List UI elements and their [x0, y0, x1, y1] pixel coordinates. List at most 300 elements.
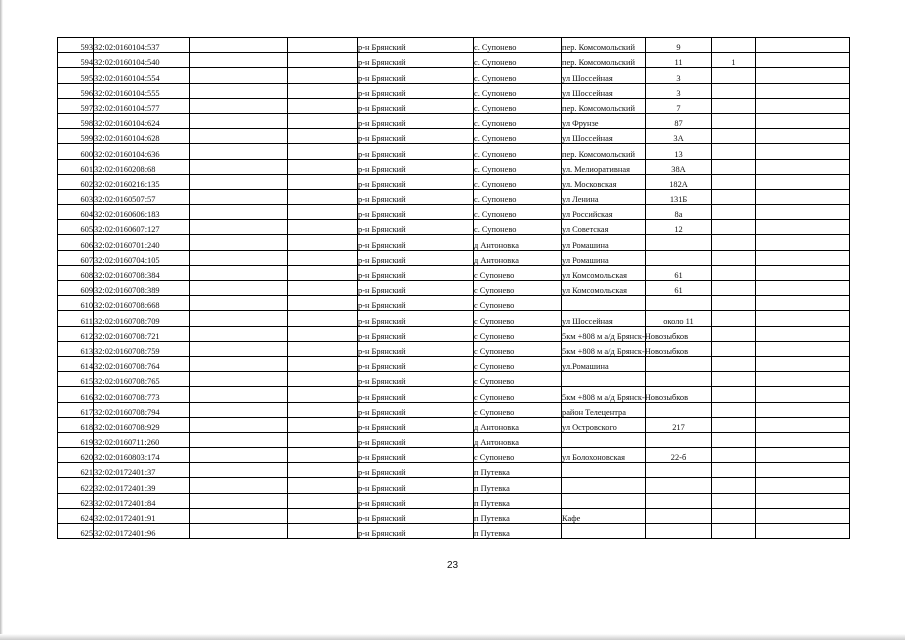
house-cell: 131Б [646, 189, 712, 204]
empty-cell [288, 417, 358, 432]
house-cell [646, 372, 712, 387]
district-cell: р-н Брянский [358, 356, 474, 371]
empty-cell [756, 493, 850, 508]
cadastral-number-cell: 32:02:0160803:174 [94, 448, 190, 463]
table-row [58, 387, 850, 402]
house-cell [646, 524, 712, 539]
row-number-cell: 620 [58, 448, 94, 463]
table-row [58, 83, 850, 98]
empty-cell [288, 524, 358, 539]
house-cell [646, 356, 712, 371]
street-cell [562, 463, 646, 478]
locality-cell: с Супонево [474, 341, 562, 356]
empty-cell [190, 38, 288, 53]
empty-cell [288, 83, 358, 98]
street-cell: ул Фрунзе [562, 113, 646, 128]
row-number-cell: 601 [58, 159, 94, 174]
house-cell [646, 296, 712, 311]
empty-cell [190, 387, 288, 402]
empty-cell [190, 83, 288, 98]
empty-cell [756, 174, 850, 189]
house-cell [646, 432, 712, 447]
row-number-cell: 603 [58, 189, 94, 204]
house-cell: 61 [646, 265, 712, 280]
row-number-cell: 598 [58, 113, 94, 128]
cadastral-number-cell: 32:02:0160701:240 [94, 235, 190, 250]
street-cell: 5км +808 м а/д Брянск-Новозыбков [562, 341, 646, 356]
empty-cell [288, 356, 358, 371]
row-number-cell: 597 [58, 98, 94, 113]
table-row [58, 38, 850, 53]
district-cell: р-н Брянский [358, 387, 474, 402]
empty-cell [288, 432, 358, 447]
cadastral-number-cell: 32:02:0160708:794 [94, 402, 190, 417]
street-cell: ул. Московская [562, 174, 646, 189]
row-number-cell: 606 [58, 235, 94, 250]
house-cell: 22-б [646, 448, 712, 463]
district-cell: р-н Брянский [358, 98, 474, 113]
row-number-cell: 602 [58, 174, 94, 189]
cadastral-number-cell: 32:02:0160104:628 [94, 129, 190, 144]
empty-cell [288, 189, 358, 204]
empty-cell [190, 144, 288, 159]
district-cell: р-н Брянский [358, 159, 474, 174]
cadastral-number-cell: 32:02:0160708:764 [94, 356, 190, 371]
empty-cell [190, 129, 288, 144]
street-cell: 5км +808 м а/д Брянск-Новозыбков [562, 326, 646, 341]
street-cell [562, 432, 646, 447]
flat-cell [712, 311, 756, 326]
locality-cell: с. Супонево [474, 174, 562, 189]
empty-cell [756, 205, 850, 220]
cadastral-number-cell: 32:02:0160708:384 [94, 265, 190, 280]
empty-cell [190, 265, 288, 280]
cadastral-number-cell: 32:02:0160708:765 [94, 372, 190, 387]
district-cell: р-н Брянский [358, 341, 474, 356]
table-row [58, 448, 850, 463]
street-cell [562, 493, 646, 508]
flat-cell [712, 144, 756, 159]
table-row [58, 159, 850, 174]
cadastral-number-cell: 32:02:0160104:540 [94, 53, 190, 68]
row-number-cell: 595 [58, 68, 94, 83]
empty-cell [756, 402, 850, 417]
flat-cell [712, 478, 756, 493]
locality-cell: с. Супонево [474, 83, 562, 98]
empty-cell [288, 159, 358, 174]
registry-body [58, 38, 850, 539]
empty-cell [190, 448, 288, 463]
street-cell: Кафе [562, 508, 646, 523]
locality-cell: с. Супонево [474, 53, 562, 68]
empty-cell [190, 341, 288, 356]
empty-cell [190, 432, 288, 447]
page-number: 23 [446, 560, 459, 571]
cadastral-number-cell: 32:02:0172401:84 [94, 493, 190, 508]
empty-cell [288, 250, 358, 265]
street-cell [562, 524, 646, 539]
table-row [58, 508, 850, 523]
locality-cell: с. Супонево [474, 68, 562, 83]
empty-cell [288, 311, 358, 326]
flat-cell [712, 402, 756, 417]
district-cell: р-н Брянский [358, 463, 474, 478]
table-row [58, 250, 850, 265]
table-row [58, 98, 850, 113]
district-cell: р-н Брянский [358, 265, 474, 280]
empty-cell [288, 387, 358, 402]
cadastral-number-cell: 32:02:0160708:759 [94, 341, 190, 356]
table-row [58, 417, 850, 432]
flat-cell [712, 432, 756, 447]
district-cell: р-н Брянский [358, 205, 474, 220]
flat-cell [712, 296, 756, 311]
locality-cell: с. Супонево [474, 144, 562, 159]
empty-cell [756, 265, 850, 280]
district-cell: р-н Брянский [358, 189, 474, 204]
empty-cell [190, 250, 288, 265]
empty-cell [288, 448, 358, 463]
empty-cell [190, 508, 288, 523]
row-number-cell: 617 [58, 402, 94, 417]
table-row [58, 53, 850, 68]
empty-cell [288, 265, 358, 280]
row-number-cell: 623 [58, 493, 94, 508]
district-cell: р-н Брянский [358, 38, 474, 53]
table-row [58, 341, 850, 356]
street-cell: ул Островского [562, 417, 646, 432]
street-cell: ул Шоссейная [562, 129, 646, 144]
empty-cell [288, 68, 358, 83]
table-row [58, 68, 850, 83]
empty-cell [756, 235, 850, 250]
cadastral-number-cell: 32:02:0160104:554 [94, 68, 190, 83]
empty-cell [190, 205, 288, 220]
empty-cell [756, 129, 850, 144]
flat-cell [712, 463, 756, 478]
empty-cell [288, 144, 358, 159]
row-number-cell: 622 [58, 478, 94, 493]
flat-cell [712, 265, 756, 280]
table-row [58, 311, 850, 326]
house-cell: 3 [646, 83, 712, 98]
empty-cell [190, 493, 288, 508]
empty-cell [190, 524, 288, 539]
house-cell: 13 [646, 144, 712, 159]
district-cell: р-н Брянский [358, 250, 474, 265]
flat-cell [712, 372, 756, 387]
empty-cell [288, 220, 358, 235]
flat-cell [712, 129, 756, 144]
flat-cell [712, 524, 756, 539]
house-cell: 182А [646, 174, 712, 189]
table-row [58, 265, 850, 280]
flat-cell [712, 220, 756, 235]
empty-cell [190, 402, 288, 417]
flat-cell [712, 341, 756, 356]
street-cell: 5км +808 м а/д Брянск-Новозыбков [562, 387, 646, 402]
house-cell [646, 250, 712, 265]
empty-cell [190, 159, 288, 174]
empty-cell [190, 326, 288, 341]
street-cell: ул Ромашина [562, 235, 646, 250]
district-cell: р-н Брянский [358, 129, 474, 144]
locality-cell: д Антоновка [474, 432, 562, 447]
row-number-cell: 624 [58, 508, 94, 523]
locality-cell: п Путевка [474, 463, 562, 478]
empty-cell [190, 281, 288, 296]
table-row [58, 235, 850, 250]
empty-cell [190, 463, 288, 478]
empty-cell [756, 53, 850, 68]
district-cell: р-н Брянский [358, 83, 474, 98]
empty-cell [288, 326, 358, 341]
house-cell [646, 493, 712, 508]
row-number-cell: 615 [58, 372, 94, 387]
empty-cell [288, 53, 358, 68]
street-cell: ул Шоссейная [562, 83, 646, 98]
table-row [58, 402, 850, 417]
cadastral-number-cell: 32:02:0160104:577 [94, 98, 190, 113]
empty-cell [756, 417, 850, 432]
locality-cell: с Супонево [474, 372, 562, 387]
empty-cell [756, 281, 850, 296]
empty-cell [288, 174, 358, 189]
street-cell: ул. Мелиоративная [562, 159, 646, 174]
street-cell [562, 372, 646, 387]
flat-cell [712, 508, 756, 523]
locality-cell: с. Супонево [474, 113, 562, 128]
registry-table [57, 37, 850, 539]
cadastral-number-cell: 32:02:0172401:96 [94, 524, 190, 539]
table-row [58, 372, 850, 387]
row-number-cell: 625 [58, 524, 94, 539]
empty-cell [756, 98, 850, 113]
flat-cell [712, 189, 756, 204]
locality-cell: с. Супонево [474, 205, 562, 220]
cadastral-number-cell: 32:02:0160607:127 [94, 220, 190, 235]
street-cell: ул Шоссейная [562, 311, 646, 326]
district-cell: р-н Брянский [358, 372, 474, 387]
district-cell: р-н Брянский [358, 235, 474, 250]
empty-cell [756, 356, 850, 371]
empty-cell [756, 432, 850, 447]
flat-cell: 1 [712, 53, 756, 68]
table-row [58, 478, 850, 493]
row-number-cell: 621 [58, 463, 94, 478]
flat-cell [712, 281, 756, 296]
empty-cell [190, 311, 288, 326]
house-cell: 8а [646, 205, 712, 220]
row-number-cell: 605 [58, 220, 94, 235]
cadastral-number-cell: 32:02:0172401:37 [94, 463, 190, 478]
empty-cell [756, 296, 850, 311]
locality-cell: п Путевка [474, 493, 562, 508]
row-number-cell: 609 [58, 281, 94, 296]
locality-cell: с Супонево [474, 296, 562, 311]
cadastral-number-cell: 32:02:0160708:773 [94, 387, 190, 402]
locality-cell: с. Супонево [474, 189, 562, 204]
street-cell: ул Ленина [562, 189, 646, 204]
cadastral-number-cell: 32:02:0160216:135 [94, 174, 190, 189]
house-cell: 12 [646, 220, 712, 235]
empty-cell [288, 372, 358, 387]
empty-cell [190, 478, 288, 493]
row-number-cell: 614 [58, 356, 94, 371]
row-number-cell: 613 [58, 341, 94, 356]
row-number-cell: 616 [58, 387, 94, 402]
flat-cell [712, 113, 756, 128]
street-cell: пер. Комсомольский [562, 53, 646, 68]
locality-cell: с Супонево [474, 448, 562, 463]
house-cell [646, 508, 712, 523]
locality-cell: с. Супонево [474, 159, 562, 174]
empty-cell [190, 417, 288, 432]
house-cell: 38А [646, 159, 712, 174]
table-row [58, 524, 850, 539]
empty-cell [190, 189, 288, 204]
empty-cell [288, 463, 358, 478]
empty-cell [756, 189, 850, 204]
locality-cell: с. Супонево [474, 220, 562, 235]
locality-cell: п Путевка [474, 508, 562, 523]
table-row [58, 220, 850, 235]
row-number-cell: 607 [58, 250, 94, 265]
cadastral-number-cell: 32:02:0160104:537 [94, 38, 190, 53]
cadastral-number-cell: 32:02:0172401:39 [94, 478, 190, 493]
empty-cell [756, 113, 850, 128]
street-cell: ул Советская [562, 220, 646, 235]
flat-cell [712, 326, 756, 341]
empty-cell [756, 83, 850, 98]
house-cell: 7 [646, 98, 712, 113]
locality-cell: с. Супонево [474, 129, 562, 144]
row-number-cell: 608 [58, 265, 94, 280]
house-cell: около 11 [646, 311, 712, 326]
house-cell: 3 [646, 68, 712, 83]
locality-cell: с. Супонево [474, 98, 562, 113]
empty-cell [756, 478, 850, 493]
flat-cell [712, 174, 756, 189]
table-row [58, 326, 850, 341]
empty-cell [756, 326, 850, 341]
locality-cell: п Путевка [474, 524, 562, 539]
house-cell: 217 [646, 417, 712, 432]
table-row [58, 296, 850, 311]
house-cell: 61 [646, 281, 712, 296]
cadastral-number-cell: 32:02:0160104:624 [94, 113, 190, 128]
district-cell: р-н Брянский [358, 68, 474, 83]
flat-cell [712, 356, 756, 371]
locality-cell: с Супонево [474, 326, 562, 341]
locality-cell: с Супонево [474, 402, 562, 417]
row-number-cell: 612 [58, 326, 94, 341]
street-cell: пер. Комсомольский [562, 144, 646, 159]
empty-cell [288, 508, 358, 523]
cadastral-number-cell: 32:02:0160708:721 [94, 326, 190, 341]
table-row [58, 113, 850, 128]
street-cell: пер. Комсомольский [562, 38, 646, 53]
table-row [58, 174, 850, 189]
empty-cell [190, 68, 288, 83]
empty-cell [288, 98, 358, 113]
district-cell: р-н Брянский [358, 432, 474, 447]
locality-cell: д Антоновка [474, 250, 562, 265]
empty-cell [288, 38, 358, 53]
row-number-cell: 599 [58, 129, 94, 144]
empty-cell [756, 448, 850, 463]
flat-cell [712, 235, 756, 250]
empty-cell [288, 493, 358, 508]
district-cell: р-н Брянский [358, 478, 474, 493]
house-cell: 11 [646, 53, 712, 68]
empty-cell [190, 356, 288, 371]
flat-cell [712, 250, 756, 265]
district-cell: р-н Брянский [358, 174, 474, 189]
empty-cell [756, 144, 850, 159]
house-cell [646, 235, 712, 250]
flat-cell [712, 159, 756, 174]
cadastral-number-cell: 32:02:0160708:668 [94, 296, 190, 311]
empty-cell [288, 341, 358, 356]
row-number-cell: 619 [58, 432, 94, 447]
empty-cell [288, 296, 358, 311]
empty-cell [288, 402, 358, 417]
empty-cell [756, 341, 850, 356]
street-cell: ул Комсомольская [562, 265, 646, 280]
locality-cell: с. Супонево [474, 38, 562, 53]
empty-cell [756, 250, 850, 265]
row-number-cell: 593 [58, 38, 94, 53]
locality-cell: с Супонево [474, 281, 562, 296]
cadastral-number-cell: 32:02:0160507:57 [94, 189, 190, 204]
house-cell: 3А [646, 129, 712, 144]
row-number-cell: 600 [58, 144, 94, 159]
empty-cell [288, 235, 358, 250]
empty-cell [190, 53, 288, 68]
cadastral-number-cell: 32:02:0160708:389 [94, 281, 190, 296]
cadastral-number-cell: 32:02:0160606:183 [94, 205, 190, 220]
locality-cell: с Супонево [474, 265, 562, 280]
empty-cell [190, 235, 288, 250]
empty-cell [756, 220, 850, 235]
street-cell [562, 296, 646, 311]
flat-cell [712, 387, 756, 402]
row-number-cell: 604 [58, 205, 94, 220]
district-cell: р-н Брянский [358, 281, 474, 296]
locality-cell: п Путевка [474, 478, 562, 493]
street-cell: ул Комсомольская [562, 281, 646, 296]
street-cell: ул Российская [562, 205, 646, 220]
house-cell [646, 478, 712, 493]
street-cell: ул Шоссейная [562, 68, 646, 83]
empty-cell [190, 174, 288, 189]
district-cell: р-н Брянский [358, 296, 474, 311]
district-cell: р-н Брянский [358, 220, 474, 235]
empty-cell [756, 372, 850, 387]
row-number-cell: 618 [58, 417, 94, 432]
flat-cell [712, 493, 756, 508]
locality-cell: с Супонево [474, 387, 562, 402]
flat-cell [712, 417, 756, 432]
table-row [58, 463, 850, 478]
district-cell: р-н Брянский [358, 402, 474, 417]
empty-cell [756, 159, 850, 174]
empty-cell [756, 68, 850, 83]
empty-cell [190, 113, 288, 128]
row-number-cell: 594 [58, 53, 94, 68]
house-cell [646, 402, 712, 417]
